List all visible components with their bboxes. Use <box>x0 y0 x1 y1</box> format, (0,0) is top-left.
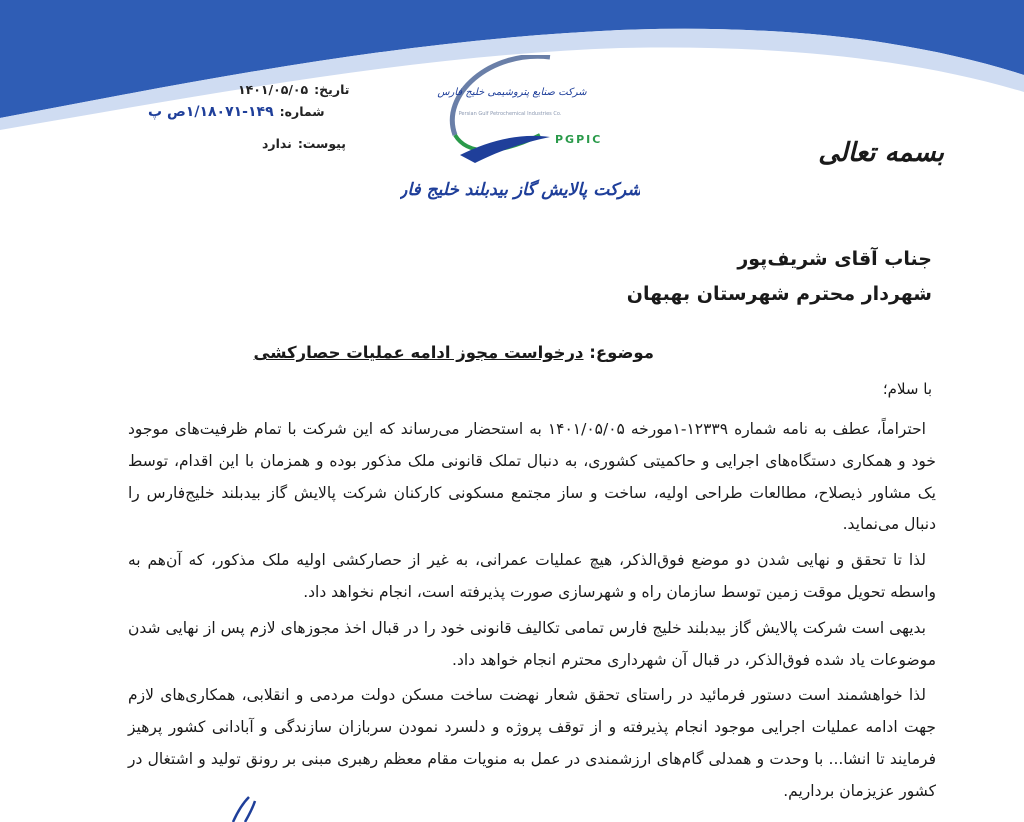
company-logo <box>400 55 640 215</box>
subject-line <box>254 343 654 362</box>
logo-emblem-icon <box>400 55 640 215</box>
paragraph: لذا خواهشمند است دستور فرمائید در راستای تحقق شعار نهضت ساخت مسکن دولت مردمی و انقلابی، همکاری‌های لازم جهت ادامه عملیات اجرایی موجود انجام پذیرفته و از توقف پروژه و دلسرد نمودن سربازان سازندگی و آبادانی کشور پرهیز فرمایند تا انشا... با وحدت و همدلی گام‌های ارزشمندی در عمل به منویات مقام معظم رهبری مبنی بر رونق تولید و اشتغال در کشور عزیزمان برداریم. <box>128 686 936 800</box>
svg-text:Persian Gulf Petrochemical Ind: Persian Gulf Petrochemical Industries Co. <box>458 111 562 117</box>
number-field <box>148 104 325 120</box>
date-field <box>238 82 349 97</box>
svg-text:شرکت پالایش گاز بیدبلند خلیج ف: شرکت پالایش گاز بیدبلند خلیج فارس <box>400 180 640 200</box>
subject-text: درخواست مجوز ادامه عملیات حصارکشی <box>253 343 584 362</box>
greeting: با سلام؛ <box>882 380 932 398</box>
signature-stroke-icon <box>225 795 265 822</box>
number-label: شماره: <box>279 104 325 119</box>
attachment-value: ندارد <box>262 136 292 151</box>
paragraph: بدیهی است شرکت پالایش گاز بیدبلند خلیج فارس تمامی تکالیف قانونی خود را در قبال اخذ مجوزهای لازم پس از نهایی شدن موضوعات یاد شده فوق‌الذکر، در قبال آن شهرداری محترم انجام خواهد داد. <box>128 618 936 669</box>
number-value: ۱۴۹-۱/۱۸۰۷۱ص پ <box>148 104 274 120</box>
svg-text:PGPIC: PGPIC <box>555 133 603 146</box>
letter-body <box>128 414 936 812</box>
paragraph: احتراماً، عطف به نامه شماره ۱۲۳۳۹-۱مورخه ۱۴۰۱/۰۵/۰۵ به استحضار می‌رساند که این شرکت با تمام ظرفیت‌های موجود خود و همکاری دستگاه‌های اجرایی و حاکمیتی کشوری، به دنبال تملک قانونی ملک مذکور بوده و همزمان با این اقدام، توسط یک مشاور ذیصلاح، مطالعات طراحی اولیه، ساخت و ساز مجتمع مسکونی کارکنان شرکت پالایش گاز بیدبلند خلیج‌فارس را دنبال می‌نماید. <box>128 420 936 534</box>
paragraph: لذا تا تحقق و نهایی شدن دو موضع فوق‌الذکر، هیچ عملیات عمرانی، به غیر از حصارکشی اولیه ملک مذکور، که آن‌هم به واسطه تحویل موقت زمین توسط سازمان راه و شهرسازی صورت پذیرفته است، انجام نخواهد داد. <box>128 551 936 601</box>
attachment-field <box>262 136 346 151</box>
date-label: تاریخ: <box>314 82 350 97</box>
attachment-label: پیوست: <box>297 136 346 151</box>
svg-text:شرکت صنایع پتروشیمی خلیج فارس: شرکت صنایع پتروشیمی خلیج فارس <box>437 87 587 98</box>
invocation: بسمه تعالی <box>818 138 944 168</box>
date-value: ۱۴۰۱/۰۵/۰۵ <box>238 82 309 97</box>
recipient-title: شهردار محترم شهرستان بهبهان <box>626 283 932 305</box>
subject-label: موضوع: <box>589 343 654 362</box>
recipient-name: جناب آقای شریف‌پور <box>737 248 932 270</box>
